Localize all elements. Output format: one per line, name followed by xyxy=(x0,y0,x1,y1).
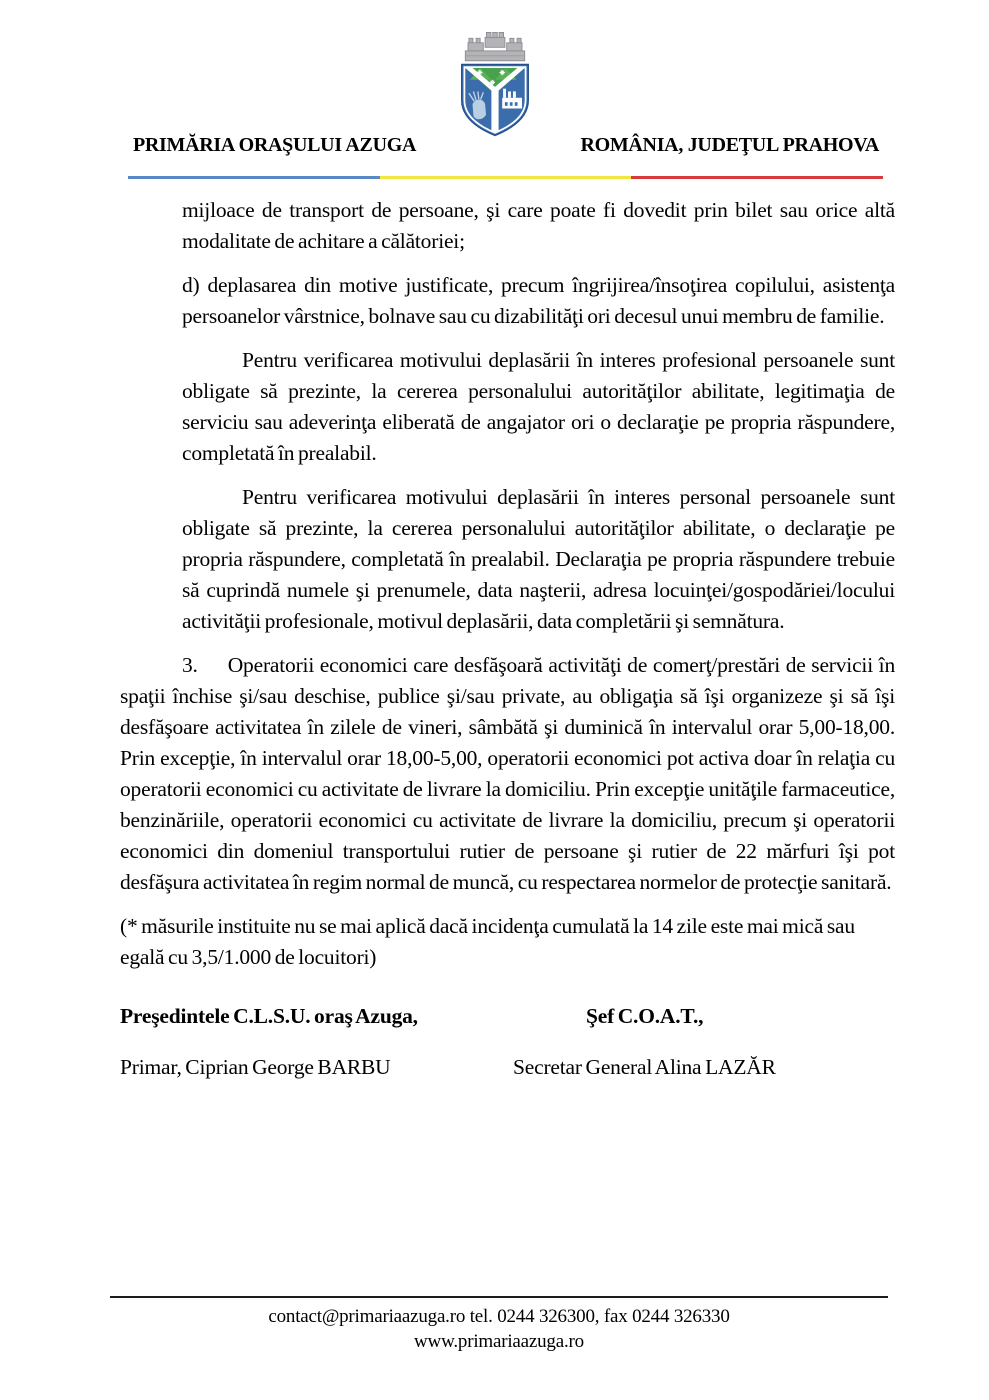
header-left-title: PRIMĂRIA ORAŞULUI AZUGA xyxy=(133,134,417,156)
indented-text-block xyxy=(182,195,895,637)
document-footer xyxy=(110,1296,888,1354)
document-body xyxy=(120,195,895,1083)
signature-name-row xyxy=(120,1052,895,1083)
signature-title-row xyxy=(120,1001,895,1032)
signature-right-name: Secretar General Alina LAZĂR xyxy=(513,1055,776,1079)
paragraph-item-d: d) deplasarea din motive justificate, precum îngrijirea/însoţirea copilului, asistenţa persoanelor vârstnice, bolnave sau cu dizabilităţi ori decesul unui membru de familie. xyxy=(182,273,895,328)
footer-contact-line: contact@primariaazuga.ro tel. 0244 326300, fax 0244 326330 xyxy=(268,1306,730,1327)
document-header xyxy=(0,0,989,185)
tricolor-rule xyxy=(128,176,883,179)
tricolor-yellow-segment xyxy=(380,176,632,179)
tricolor-blue-segment xyxy=(128,176,380,179)
paragraph-operatori-economici xyxy=(120,650,895,898)
footer-website-line: www.primariaazuga.ro xyxy=(414,1331,584,1352)
paragraph-verificare-profesional: Pentru verificarea motivului deplasării în interes profesional persoanele sunt obligate să prezinte, la cererea personalului autorităţilor abilitate, legitimaţia de serviciu sau adeverinţa eliberată de angajator ori o declaraţie pe propria răspundere, completată în prealabil. xyxy=(182,348,895,465)
header-right-title: ROMÂNIA, JUDEŢUL PRAHOVA xyxy=(580,134,879,156)
paragraph-transport: mijloace de transport de persoane, şi care poate fi dovedit prin bilet sau orice altă modalitate de achitare a călătoriei; xyxy=(182,198,895,253)
tricolor-red-segment xyxy=(631,176,883,179)
signature-right-title: Şef C.O.A.T., xyxy=(586,1004,704,1028)
paragraph-number: 3. xyxy=(182,653,198,677)
signature-left-name: Primar, Ciprian George BARBU xyxy=(120,1055,391,1079)
azuga-coat-of-arms-icon xyxy=(450,32,540,140)
paragraph-operatori-text: Operatorii economici care desfăşoară activităţi de comerţ/prestări de servicii în spaţii închise şi/sau deschise, publice şi/sau private, au obligaţia să îşi organizeze şi să îşi desfăşoare activitatea în zilele de vineri, sâmbătă şi duminică în intervalul orar 5,00-18,00. Prin excepţie, în intervalul orar 18,00-5,00, operatorii economici pot activa doar în relaţia cu operatorii economici cu activitate de livrare la domiciliu. Prin excepţie unităţile farmaceutice, benzinăriile, operatorii economici cu activitate de livrare la domiciliu, precum şi operatorii economici din domeniul transportului rutier de persoane şi rutier de 22 mărfuri îşi pot desfăşura activitatea în regim normal de muncă, cu respectarea normelor de protecţie sanitară. xyxy=(120,653,895,894)
footnote-incidenta: (* măsurile instituite nu se mai aplică dacă incidenţa cumulată la 14 zile este mai mică sau egală cu 3,5/1.000 de locuitori) xyxy=(120,914,855,969)
signature-left-title: Preşedintele C.L.S.U. oraş Azuga, xyxy=(120,1004,418,1028)
paragraph-verificare-personal: Pentru verificarea motivului deplasării în interes personal persoanele sunt obligate să prezinte, la cererea personalului autorităţilor abilitate, o declaraţie pe propria răspundere, completată în prealabil. Declaraţia pe propria răspundere trebuie să cuprindă numele şi prenumele, data naşterii, adresa locuinţei/gospodăriei/locului activităţii profesionale, motivul deplasării, data completării şi semnătura. xyxy=(182,485,895,633)
header-title-row xyxy=(133,134,879,157)
